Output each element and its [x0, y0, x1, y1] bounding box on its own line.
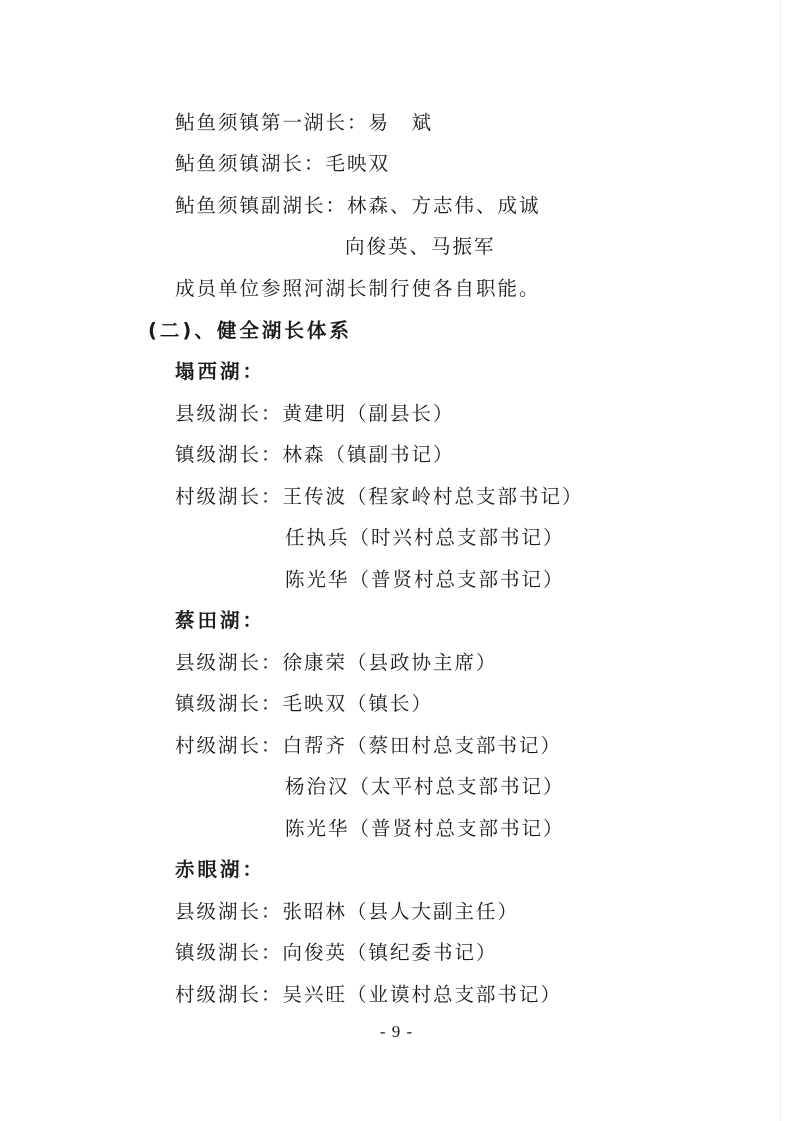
text-line: 向俊英、马振军: [345, 235, 496, 258]
text-line: 镇级湖长：林森（镇副书记）: [175, 443, 455, 466]
text-line: 镇级湖长：向俊英（镇纪委书记）: [175, 941, 498, 964]
text-line: 成员单位参照河湖长制行使各自职能。: [175, 277, 541, 300]
page-edge-line: [780, 0, 781, 1121]
text-line: 任执兵（时兴村总支部书记）: [285, 526, 565, 549]
text-line: 陈光华（普贤村总支部书记）: [285, 817, 565, 840]
text-line: 村级湖长：王传波（程家岭村总支部书记）: [175, 485, 584, 508]
section-heading: (二)、健全湖长体系: [148, 319, 352, 342]
lake-heading: 赤眼湖：: [175, 858, 266, 881]
lake-heading: 塌西湖：: [175, 360, 266, 383]
text-line: 陈光华（普贤村总支部书记）: [285, 568, 565, 591]
text-line: 村级湖长：吴兴旺（业谟村总支部书记）: [175, 983, 563, 1006]
text-line: 县级湖长：张昭林（县人大副主任）: [175, 900, 520, 923]
text-line: 鲇鱼须镇副湖长：林森、方志伟、成诚: [175, 194, 541, 217]
text-line: 镇级湖长：毛映双（镇长）: [175, 692, 434, 715]
text-line: 县级湖长：徐康荣（县政协主席）: [175, 651, 498, 674]
text-line: 县级湖长：黄建明（副县长）: [175, 402, 455, 425]
text-line: 鲇鱼须镇湖长：毛映双: [175, 152, 391, 175]
lake-heading: 蔡田湖：: [175, 609, 266, 632]
text-line: 村级湖长：白帮齐（蔡田村总支部书记）: [175, 734, 563, 757]
text-line: 杨治汉（太平村总支部书记）: [285, 775, 565, 798]
page-number: - 9 -: [379, 1022, 414, 1041]
text-line: 鲇鱼须镇第一湖长：易 斌: [175, 111, 434, 134]
